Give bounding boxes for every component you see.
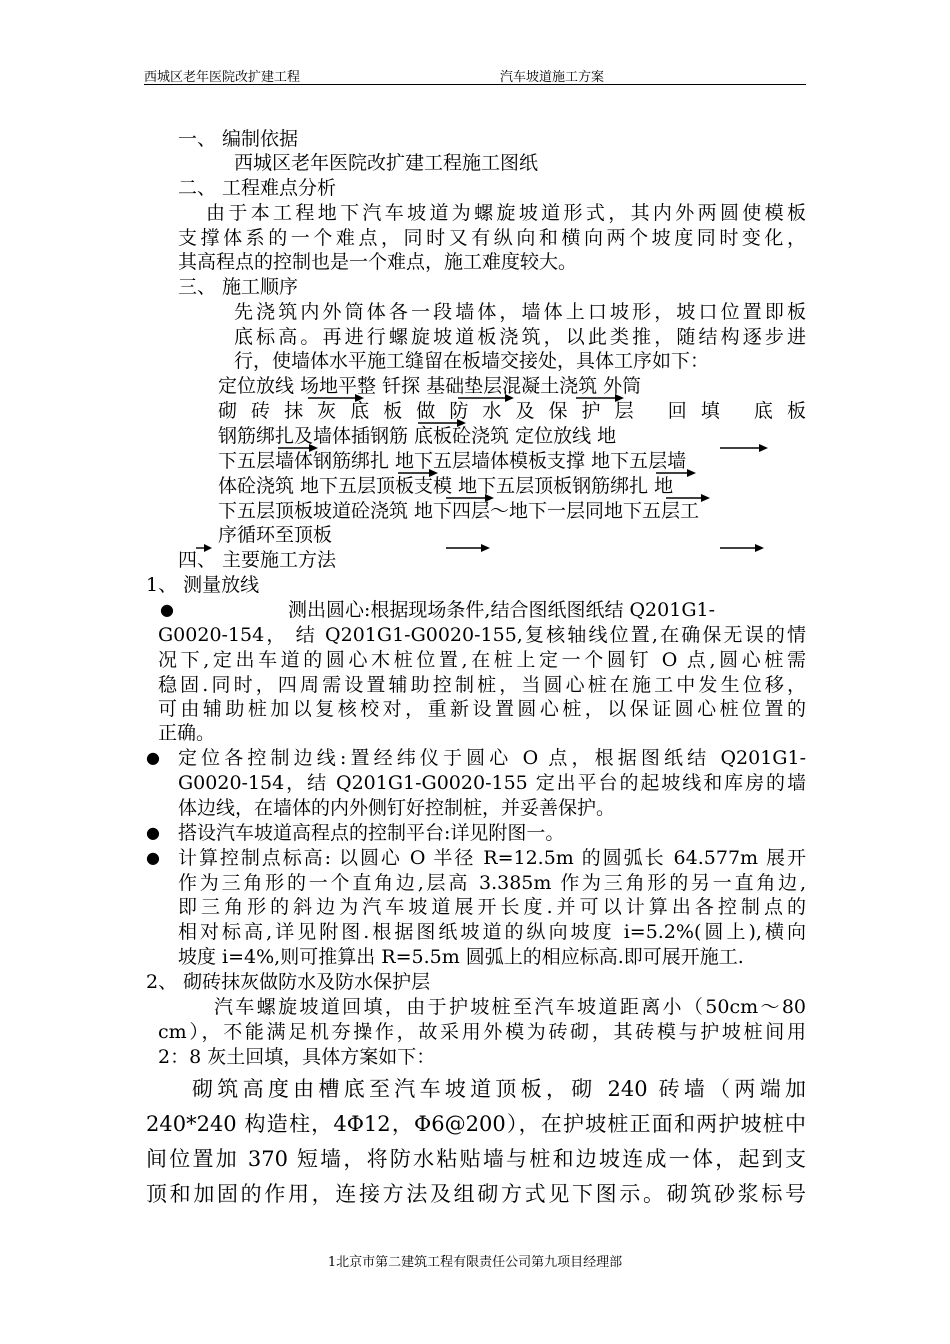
subsection-heading-2: 2、 砌砖抹灰做防水及防水保护层	[146, 971, 431, 993]
header-document-title: 汽车坡道施工方案	[500, 70, 605, 85]
flow-arrow	[446, 542, 490, 554]
text-line: 况下,定出车道的圆心木桩位置,在桩上定一个圆钉 O 点,圆心桩需	[158, 649, 806, 671]
flow-arrow	[418, 417, 466, 429]
flow-arrow	[656, 467, 696, 479]
text-line: 汽车螺旋坡道回填，由于护坡桩至汽车坡道距离小（50cm～80	[214, 996, 806, 1018]
text-line: 定位各控制边线:置经纬仪于圆心 O 点，根据图纸结 Q201G1-	[178, 747, 806, 769]
bullet-marker: ●	[146, 823, 160, 842]
flow-arrow	[308, 392, 364, 404]
text-line: cm），不能满足机夯操作，故采用外模为砖砌，其砖模与护坡桩间用	[158, 1021, 806, 1043]
flow-arrow	[446, 492, 494, 504]
process-flow-line: 序循环至顶板	[218, 524, 333, 546]
header-project-name: 西城区老年医院改扩建工程	[144, 70, 301, 85]
bullet-marker: ●	[146, 848, 160, 867]
flow-arrow	[398, 467, 438, 479]
process-flow-line: 下五层墙体钢筋绑扎 地下五层墙体模板支撑 地下五层墙	[218, 450, 687, 472]
subsection-heading-1: 1、 测量放线	[146, 574, 260, 596]
text-line: 正确。	[158, 722, 216, 744]
text-line: 坡度 i=4%,则可推算出 R=5.5m 圆弧上的相应标高.即可展开施工.	[178, 946, 744, 968]
text-line: 行，使墙体水平施工缝留在板墙交接处，具体工序如下：	[234, 350, 710, 372]
flow-arrow	[720, 542, 764, 554]
text-line: 顶和加固的作用，连接方法及组砌方式见下图示。砌筑砂浆标号	[146, 1182, 806, 1206]
text-line: 砌筑高度由槽底至汽车坡道顶板，砌 240 砖墙（两端加	[192, 1077, 806, 1101]
text-line: 搭设汽车坡道高程点的控制平台:详见附图一。	[178, 822, 565, 844]
flow-arrow	[458, 392, 514, 404]
text-line: 即三角形的斜边为汽车坡道展开长度.并可以计算出各控制点的	[178, 896, 806, 918]
text-line: 底标高。再进行螺旋坡道板浇筑，以此类推，随结构逐步进	[234, 326, 806, 348]
process-flow-line: 砌砖抹灰底板做防水及保护层 回填 底板	[218, 400, 806, 422]
process-flow-line: 体砼浇筑 地下五层顶板支模 地下五层顶板钢筋绑扎 地	[218, 475, 674, 497]
process-flow-line: 下五层顶板坡道砼浇筑 地下四层～地下一层同地下五层工	[218, 500, 700, 522]
text-line: 测出圆心:根据现场条件,结合图纸图纸结 Q201G1-	[288, 599, 716, 621]
flow-arrow	[720, 442, 768, 454]
section-heading-2: 二、 工程难点分析	[178, 177, 337, 199]
flow-arrow	[576, 392, 624, 404]
text-line: 西城区老年医院改扩建工程施工图纸	[234, 152, 539, 174]
text-line: 体边线，在墙体的内外侧钉好控制桩，并妥善保护。	[178, 797, 616, 819]
text-line: 支撑体系的一个难点，同时又有纵向和横向两个坡度同时变化，	[178, 227, 806, 249]
text-line: 由于本工程地下汽车坡道为螺旋坡道形式，其内外两圆使模板	[206, 202, 806, 224]
process-flow-line: 钢筋绑扎及墙体插钢筋 底板砼浇筑 定位放线 地	[218, 425, 617, 447]
flow-arrow	[278, 442, 318, 454]
text-line: 作为三角形的一个直角边,层高 3.385m 作为三角形的另一直角边,	[178, 872, 806, 894]
text-line: 其高程点的控制也是一个难点，施工难度较大。	[178, 251, 578, 273]
bullet-marker: ●	[160, 600, 174, 619]
text-line: 计算控制点标高: 以圆心 O 半径 R=12.5m 的圆弧长 64.577m 展开	[178, 847, 806, 869]
text-line: G0020-154，结 Q201G1-G0020-155 定出平台的起坡线和库房的墙	[178, 772, 806, 794]
text-line: 间位置加 370 短墙，将防水粘贴墙与桩和边坡连成一体，起到支	[146, 1147, 806, 1171]
flow-arrow	[666, 492, 710, 504]
section-heading-1: 一、 编制依据	[178, 128, 299, 150]
text-line: 2：8 灰土回填，具体方案如下：	[158, 1046, 436, 1068]
bullet-marker: ●	[146, 748, 160, 767]
section-heading-3: 三、 施工顺序	[178, 276, 299, 298]
section-heading-4: 四、 主要施工方法	[178, 549, 337, 571]
text-line: G0020-154， 结 Q201G1-G0020-155,复核轴线位置,在确保无误的情	[158, 624, 806, 646]
text-line: 相对标高,详见附图.根据图纸坡道的纵向坡度 i=5.2%(圆上),横向	[178, 921, 806, 943]
text-line: 可由辅助桩加以复核校对，重新设置圆心桩，以保证圆心桩位置的	[158, 698, 806, 720]
page-footer: 1北京市第二建筑工程有限责任公司第九项目经理部	[327, 1255, 623, 1270]
text-line: 稳固.同时，四周需设置辅助控制桩，当圆心桩在施工中发生位移，	[158, 674, 806, 696]
text-line: 240*240 构造柱，4Φ12，Φ6@200），在护坡桩正面和两护坡桩中	[146, 1112, 806, 1136]
page-header	[144, 64, 806, 85]
text-line: 先浇筑内外筒体各一段墙体，墙体上口坡形，坡口位置即板	[234, 301, 806, 323]
process-flow-line: 定位放线 场地平整 钎探 基础垫层混凝土浇筑 外筒	[218, 375, 642, 397]
